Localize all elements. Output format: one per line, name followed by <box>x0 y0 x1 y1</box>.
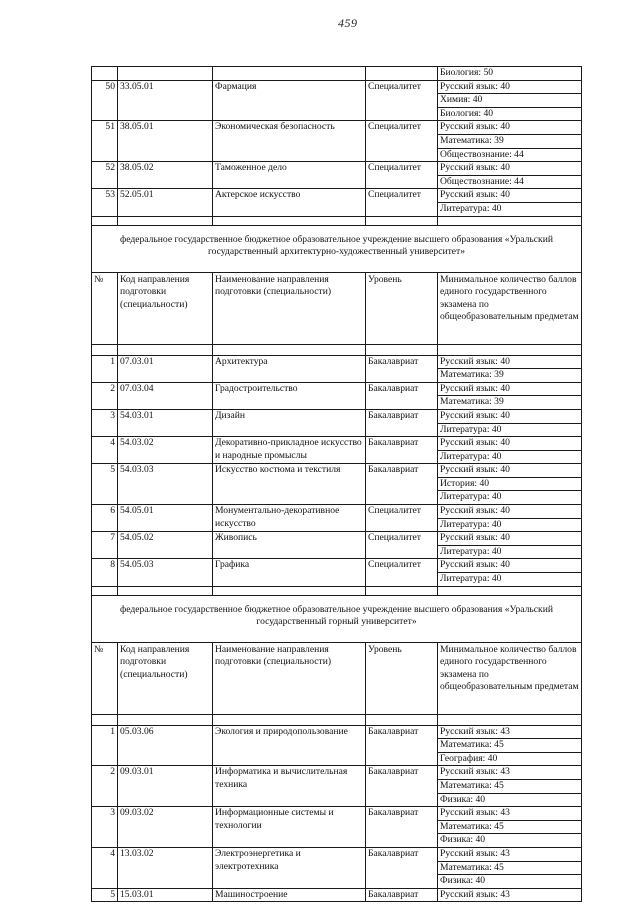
row-number: 50 <box>92 80 118 121</box>
col-header-level: Уровень <box>366 272 438 344</box>
program-name: Таможенное дело <box>213 162 366 189</box>
empty-cell <box>118 216 213 225</box>
col-header-code: Код направления подготовки (специальности) <box>118 272 213 344</box>
program-code: 54.05.03 <box>118 559 213 586</box>
program-level: Специалитет <box>366 121 438 162</box>
row-number: 3 <box>92 409 118 436</box>
program-level: Бакалавриат <box>366 355 438 382</box>
program-code <box>118 67 213 81</box>
empty-cell <box>213 714 366 725</box>
program-code: 33.05.01 <box>118 80 213 121</box>
program-level: Специалитет <box>366 559 438 586</box>
program-code: 09.03.02 <box>118 807 213 848</box>
program-code: 38.05.01 <box>118 121 213 162</box>
table-row <box>92 505 582 519</box>
program-level <box>366 67 438 81</box>
program-level: Бакалавриат <box>366 437 438 464</box>
exam-score: Литература: 40 <box>438 491 582 505</box>
program-code: 07.03.01 <box>118 355 213 382</box>
program-level: Бакалавриат <box>366 725 438 766</box>
exam-score: Русский язык: 40 <box>438 382 582 396</box>
table-row <box>92 888 582 902</box>
program-name: Экономическая безопасность <box>213 121 366 162</box>
program-level: Специалитет <box>366 162 438 189</box>
col-header-num: № <box>92 272 118 344</box>
exam-score: Биология: 40 <box>438 107 582 121</box>
empty-cell <box>366 714 438 725</box>
exam-score: Русский язык: 43 <box>438 847 582 861</box>
table-row <box>92 382 582 396</box>
row-number: 6 <box>92 505 118 532</box>
program-name: Живопись <box>213 532 366 559</box>
col-header-num: № <box>92 642 118 714</box>
row-number: 51 <box>92 121 118 162</box>
program-code: 07.03.04 <box>118 382 213 409</box>
table-row <box>92 189 582 203</box>
row-number: 5 <box>92 888 118 902</box>
empty-cell <box>366 344 438 355</box>
table-row <box>92 464 582 478</box>
exam-score: Литература: 40 <box>438 573 582 587</box>
program-name: Информатика и вычислительная техника <box>213 766 366 807</box>
program-code: 52.05.01 <box>118 189 213 216</box>
program-level: Бакалавриат <box>366 382 438 409</box>
exam-score: Русский язык: 40 <box>438 532 582 546</box>
row-number: 52 <box>92 162 118 189</box>
admission-table <box>91 66 582 902</box>
table-row <box>92 559 582 573</box>
program-level: Бакалавриат <box>366 888 438 902</box>
col-header-min-score: Минимальное количество баллов единого государственного экзамена по общеобразовательным предметам <box>438 642 582 714</box>
table-row <box>92 532 582 546</box>
exam-score: Русский язык: 43 <box>438 807 582 821</box>
exam-score: Русский язык: 40 <box>438 162 582 176</box>
exam-score: Литература: 40 <box>438 545 582 559</box>
empty-cell <box>438 586 582 595</box>
table-row <box>92 725 582 739</box>
exam-score: Физика: 40 <box>438 793 582 807</box>
exam-score: Математика: 45 <box>438 739 582 753</box>
exam-score: Математика: 45 <box>438 861 582 875</box>
exam-score: Русский язык: 40 <box>438 189 582 203</box>
row-number: 2 <box>92 382 118 409</box>
program-level: Специалитет <box>366 189 438 216</box>
program-code: 54.05.02 <box>118 532 213 559</box>
empty-cell <box>118 586 213 595</box>
program-name: Дизайн <box>213 409 366 436</box>
page-number: 459 <box>338 16 358 30</box>
row-number: 2 <box>92 766 118 807</box>
program-level: Бакалавриат <box>366 807 438 848</box>
table-row <box>92 807 582 821</box>
exam-score: Русский язык: 40 <box>438 409 582 423</box>
exam-score: Обществознание: 44 <box>438 175 582 189</box>
row-number: 4 <box>92 437 118 464</box>
exam-score: Русский язык: 43 <box>438 725 582 739</box>
exam-score: Биология: 50 <box>438 67 582 81</box>
col-header-level: Уровень <box>366 642 438 714</box>
exam-score: Физика: 40 <box>438 834 582 848</box>
exam-score: География: 40 <box>438 752 582 766</box>
program-name <box>213 67 366 81</box>
program-code: 54.03.03 <box>118 464 213 505</box>
program-level: Бакалавриат <box>366 847 438 888</box>
program-code: 09.03.01 <box>118 766 213 807</box>
row-number: 5 <box>92 464 118 505</box>
exam-score: История: 40 <box>438 477 582 491</box>
empty-cell <box>92 714 118 725</box>
col-header-name: Наименование направления подготовки (специальности) <box>213 272 366 344</box>
row-number: 4 <box>92 847 118 888</box>
exam-score: Обществознание: 44 <box>438 148 582 162</box>
empty-cell <box>118 714 213 725</box>
table-row <box>92 162 582 176</box>
organization-title: федеральное государственное бюджетное образовательное учреждение высшего образования «Уральский государственный горный университет» <box>92 595 582 642</box>
exam-score: Русский язык: 40 <box>438 355 582 369</box>
table-row <box>92 80 582 94</box>
exam-score: Русский язык: 43 <box>438 766 582 780</box>
empty-cell <box>438 714 582 725</box>
exam-score: Русский язык: 40 <box>438 80 582 94</box>
exam-score: Русский язык: 40 <box>438 464 582 478</box>
exam-score: Литература: 40 <box>438 202 582 216</box>
program-level: Бакалавриат <box>366 766 438 807</box>
empty-cell <box>92 216 118 225</box>
program-name: Экология и природопользование <box>213 725 366 766</box>
empty-cell <box>118 344 213 355</box>
exam-score: Математика: 45 <box>438 820 582 834</box>
empty-cell <box>366 586 438 595</box>
program-name: Градостроительство <box>213 382 366 409</box>
row-number <box>92 67 118 81</box>
empty-cell <box>213 216 366 225</box>
exam-score: Русский язык: 40 <box>438 437 582 451</box>
exam-score: Литература: 40 <box>438 450 582 464</box>
program-level: Специалитет <box>366 80 438 121</box>
col-header-name: Наименование направления подготовки (специальности) <box>213 642 366 714</box>
program-name: Монументально-декоративное искусство <box>213 505 366 532</box>
organization-title: федеральное государственное бюджетное образовательное учреждение высшего образования «Уральский государственный архитектурно-художественный университет» <box>92 225 582 272</box>
table-row <box>92 409 582 423</box>
program-name: Машиностроение <box>213 888 366 902</box>
program-name: Актерское искусство <box>213 189 366 216</box>
program-name: Искусство костюма и текстиля <box>213 464 366 505</box>
col-header-code: Код направления подготовки (специальности) <box>118 642 213 714</box>
empty-cell <box>213 344 366 355</box>
exam-score: Русский язык: 40 <box>438 505 582 519</box>
exam-score: Русский язык: 40 <box>438 559 582 573</box>
table-row <box>92 437 582 451</box>
program-name: Декоративно-прикладное искусство и народные промыслы <box>213 437 366 464</box>
exam-score: Литература: 40 <box>438 423 582 437</box>
row-number: 3 <box>92 807 118 848</box>
row-number: 53 <box>92 189 118 216</box>
program-name: Графика <box>213 559 366 586</box>
table-row <box>92 355 582 369</box>
exam-score: Математика: 39 <box>438 369 582 383</box>
program-code: 15.03.01 <box>118 888 213 902</box>
table-row <box>92 121 582 135</box>
program-code: 54.05.01 <box>118 505 213 532</box>
program-code: 54.03.02 <box>118 437 213 464</box>
empty-cell <box>438 216 582 225</box>
table-row <box>92 67 582 81</box>
program-level: Специалитет <box>366 532 438 559</box>
table-row <box>92 766 582 780</box>
exam-score: Химия: 40 <box>438 94 582 108</box>
program-name: Информационные системы и технологии <box>213 807 366 848</box>
program-name: Электроэнергетика и электротехника <box>213 847 366 888</box>
empty-cell <box>92 586 118 595</box>
exam-score: Математика: 45 <box>438 780 582 794</box>
program-level: Бакалавриат <box>366 409 438 436</box>
exam-score: Физика: 40 <box>438 875 582 889</box>
row-number: 1 <box>92 725 118 766</box>
table-row <box>92 847 582 861</box>
empty-cell <box>438 344 582 355</box>
row-number: 1 <box>92 355 118 382</box>
program-code: 05.03.06 <box>118 725 213 766</box>
program-name: Фармация <box>213 80 366 121</box>
program-code: 13.03.02 <box>118 847 213 888</box>
exam-score: Русский язык: 40 <box>438 121 582 135</box>
program-level: Бакалавриат <box>366 464 438 505</box>
program-code: 38.05.02 <box>118 162 213 189</box>
exam-score: Литература: 40 <box>438 518 582 532</box>
exam-score: Русский язык: 43 <box>438 888 582 902</box>
empty-cell <box>92 344 118 355</box>
col-header-min-score: Минимальное количество баллов единого государственного экзамена по общеобразовательным предметам <box>438 272 582 344</box>
row-number: 7 <box>92 532 118 559</box>
row-number: 8 <box>92 559 118 586</box>
exam-score: Математика: 39 <box>438 134 582 148</box>
empty-cell <box>213 586 366 595</box>
program-level: Специалитет <box>366 505 438 532</box>
program-name: Архитектура <box>213 355 366 382</box>
program-code: 54.03.01 <box>118 409 213 436</box>
empty-cell <box>366 216 438 225</box>
exam-score: Математика: 39 <box>438 396 582 410</box>
